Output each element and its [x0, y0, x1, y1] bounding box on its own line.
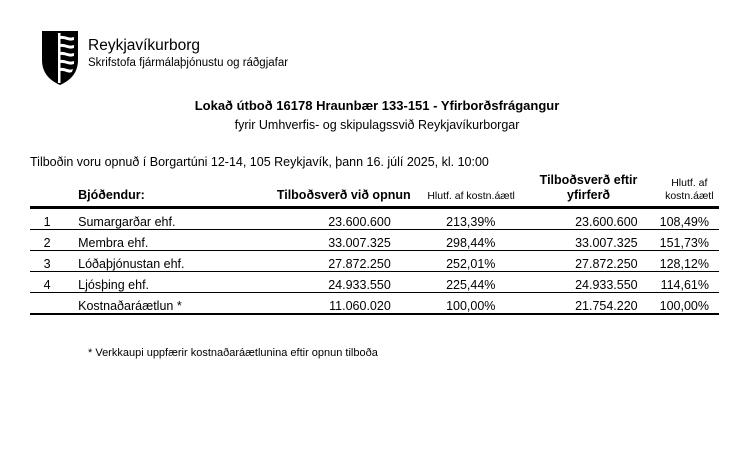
bid-reviewed: 27.872.250: [575, 257, 638, 271]
row-number: 1: [43, 215, 51, 229]
organization-name: Reykjavíkurborg: [88, 37, 200, 54]
ratio-reviewed: 100,00%: [659, 299, 709, 313]
header-ratio-reviewed: Hlutf. af kostn.áætl: [665, 177, 714, 202]
bid-opening: 27.872.250: [328, 257, 391, 271]
document-subtitle: fyrir Umhverfis- og skipulagssvið Reykjavíkurborgar: [234, 118, 520, 132]
bid-opening: 33.007.325: [328, 236, 391, 250]
reykjavik-coat-of-arms-icon: [41, 30, 79, 86]
table-row: [30, 251, 719, 272]
bids-table: [30, 171, 719, 315]
ratio-opening: 225,44%: [446, 278, 496, 292]
header-bidders: Bjóðendur:: [78, 188, 145, 202]
bid-opening: 23.600.600: [328, 215, 391, 229]
bid-opening: 11.060.020: [329, 299, 391, 313]
table-row: [30, 208, 719, 230]
row-number: 3: [43, 257, 51, 271]
bidder-name: Membra ehf.: [78, 236, 149, 250]
ratio-opening: 100,00%: [446, 299, 496, 313]
document-title: Lokað útboð 16178 Hraunbær 133-151 - Yfirborðsfrágangur: [194, 98, 560, 113]
header-bid-opening: Tilboðsverð við opnun: [276, 188, 411, 202]
header-number: [30, 171, 64, 208]
ratio-opening: 213,39%: [446, 215, 496, 229]
row-number: 4: [43, 278, 51, 292]
ratio-reviewed: 108,49%: [659, 215, 709, 229]
table-header-row: [30, 171, 719, 208]
row-number: 2: [43, 236, 51, 250]
bidder-name: Lóðaþjónustan ehf.: [78, 257, 185, 271]
ratio-reviewed: 114,61%: [660, 278, 709, 292]
bidder-name: Sumargarðar ehf.: [78, 215, 176, 229]
header-ratio-opening: Hlutf. af kostn.áætl: [427, 190, 515, 202]
bid-reviewed: 23.600.600: [575, 215, 638, 229]
table-row: [30, 272, 719, 293]
header-bid-reviewed: Tilboðsverð eftir yfirferð: [539, 173, 638, 202]
footnote: * Verkkaupi uppfærir kostnaðaráætlunina eftir opnun tilboða: [88, 347, 378, 359]
ratio-opening: 252,01%: [446, 257, 496, 271]
row-number: [30, 293, 64, 315]
bid-reviewed: 24.933.550: [575, 278, 638, 292]
ratio-opening: 298,44%: [446, 236, 496, 250]
bid-reviewed: 21.754.220: [575, 299, 638, 313]
ratio-reviewed: 128,12%: [659, 257, 709, 271]
table-row: [30, 230, 719, 251]
bidder-name: Ljósþing ehf.: [78, 278, 150, 292]
cost-estimate-label: Kostnaðaráætlun *: [78, 299, 182, 313]
cost-estimate-row: [30, 293, 719, 315]
ratio-reviewed: 151,73%: [659, 236, 709, 250]
organization-department: Skrifstofa fjármálaþjónustu og ráðgjafar: [88, 57, 289, 69]
bid-reviewed: 33.007.325: [575, 236, 638, 250]
opening-info: Tilboðin voru opnuð í Borgartúni 12-14, 105 Reykjavík, þann 16. júlí 2025, kl. 10:00: [30, 155, 489, 169]
bid-opening: 24.933.550: [328, 278, 391, 292]
